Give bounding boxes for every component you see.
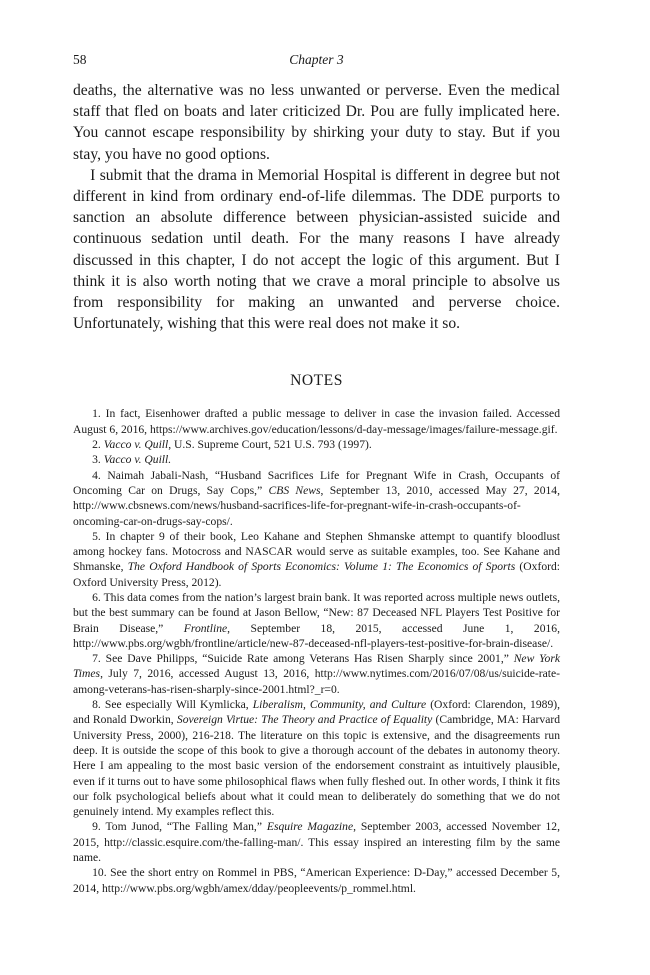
note-italic-text: Vacco v. Quill (103, 438, 169, 452)
note-italic-text: Liberalism, Community, and Culture (252, 698, 427, 712)
notes-list (73, 406, 560, 896)
note-item (73, 452, 560, 467)
note-italic-text: The Oxford Handbook of Sports Economics: Volume 1: The Economics of Sports (127, 560, 516, 574)
note-text: , September 18, 2015, accessed June 1, 2016, http://www.pbs.org/wgbh/frontline/article/new-87-deceased-nfl-players-test-positive-for-brain-disease/. (73, 621, 560, 650)
page-number: 58 (73, 52, 87, 67)
book-page (73, 52, 560, 896)
note-number: 10. (92, 866, 107, 880)
note-number: 5. (92, 529, 101, 543)
note-number: 8. (92, 698, 101, 712)
note-item (73, 437, 560, 452)
note-text: Naimah Jabali-Nash, “Husband Sacrifices Life for Pregnant Wife in Crash, Occupants of Oncoming Car on Drugs, Say Cops,” (73, 468, 560, 497)
note-italic-text: Esquire Magazine (266, 820, 354, 834)
note-number: 7. (92, 652, 101, 666)
note-italic-text: Frontline (183, 621, 228, 635)
note-text: (Cambridge, MA: Harvard University Press, 2000), 216-218. The literature on this topic is extensive, and the disagreements run deep. It is outside the scope of this book to give a thorough account of the debates in autonomy theory. Here I am appealing to the most basic version of the endorsement constraint as intuitively plausible, even if it turns out to have some philosophical flaws when fully fleshed out. In other words, I think it fits our folk psychological beliefs about what it could mean to deliberately do something that we do not genuinely intend. My examples reflect this. (73, 713, 560, 819)
note-item (73, 697, 560, 819)
note-item (73, 651, 560, 697)
note-item (73, 406, 560, 437)
note-text: See the short entry on Rommel in PBS, “American Experience: D-Day,” accessed December 5, 2014, http://www.pbs.org/wgbh/amex/dday/peopleevents/p_rommel.html. (73, 866, 561, 895)
note-text: This data comes from the nation’s largest brain bank. It was reported across multiple news outlets, but the best summary can be found at Jason Bellow, “New: 87 Deceased NFL Players Test Positive for Brain Disease,” (73, 591, 560, 635)
note-item (73, 819, 560, 865)
note-text: In chapter 9 of their book, Leo Kahane and Stephen Shmanske attempt to quantify bloodlust among hockey fans. Motocross and NASCAR would serve as suitable examples, too. See Kahane and Shmanske, (73, 529, 560, 574)
note-text: , September 2003, accessed November 12, 2015, http://classic.esquire.com/the-falling-man/. This essay inspired an interesting film by the same name. (73, 820, 560, 865)
note-text: , July 7, 2016, accessed August 13, 2016, http://www.nytimes.com/2016/07/08/us/suicide-rate-among-veterans-has-risen-sharply-since-2001.html?_r=0. (73, 667, 560, 696)
note-item (73, 590, 560, 651)
note-number: 6. (92, 591, 101, 604)
note-number: 2. (92, 438, 101, 452)
note-italic-text: CBS News (268, 483, 321, 497)
note-text: , U.S. Supreme Court, 521 U.S. 793 (1997). (168, 438, 372, 452)
note-text: See especially Will Kymlicka, (104, 698, 253, 712)
note-number: 4. (92, 468, 101, 482)
body-text (73, 80, 560, 334)
notes-heading: NOTES (290, 372, 343, 390)
note-italic-text: Vacco v. Quill. (103, 453, 172, 467)
note-text: , September 13, 2010, accessed May 27, 2014, http://www.cbsnews.com/news/husband-sacrifices-life-for-pregnant-wife-in-crash-occupants-of-oncoming-car-on-drugs-say-cops/. (73, 483, 560, 528)
note-text: (Oxford: Oxford University Press, 2012). (73, 560, 560, 589)
body-paragraph: I submit that the drama in Memorial Hospital is different in degree but not different in kind from ordinary end-of-life dilemmas. The DDE purports to sanction an absolute difference between physician-assisted suicide and continuous sedation until death. For the many reasons I have already discussed in this chapter, I do not accept the logic of this argument. But I think it is also worth noting that we crave a moral principle to absolve us from responsibility for making an unwanted and perverse choice. Unfortunately, wishing that this were real does not make it so. (73, 166, 560, 333)
note-italic-text: Sovereign Virtue: The Theory and Practice of Equality (176, 713, 433, 727)
note-number: 3. (92, 453, 101, 467)
note-item (73, 865, 560, 896)
chapter-title: Chapter 3 (289, 52, 344, 67)
body-paragraph: deaths, the alternative was no less unwanted or perverse. Even the medical staff that fled on boats and later criticized Dr. Pou are fully implicated here. You cannot escape responsibility by shirking your duty to stay. But if you stay, you have no good options. (73, 82, 560, 163)
running-head (73, 52, 560, 74)
note-number: 1. (92, 407, 101, 421)
note-text: In fact, Eisenhower drafted a public message to deliver in case the invasion failed. Accessed August 6, 2016, https://www.archives.gov/education/lessons/d-day-message/images/failure-message.gif. (73, 407, 560, 436)
note-text: (Oxford: Clarendon, 1989), and Ronald Dworkin, (73, 698, 560, 727)
note-item (73, 529, 560, 590)
note-text: Tom Junod, “The Falling Man,” (105, 820, 267, 834)
note-item (73, 468, 560, 529)
note-text: See Dave Philipps, “Suicide Rate among Veterans Has Risen Sharply since 2001,” (105, 652, 514, 666)
note-italic-text: New York Times (73, 652, 560, 681)
note-number: 9. (92, 820, 101, 834)
